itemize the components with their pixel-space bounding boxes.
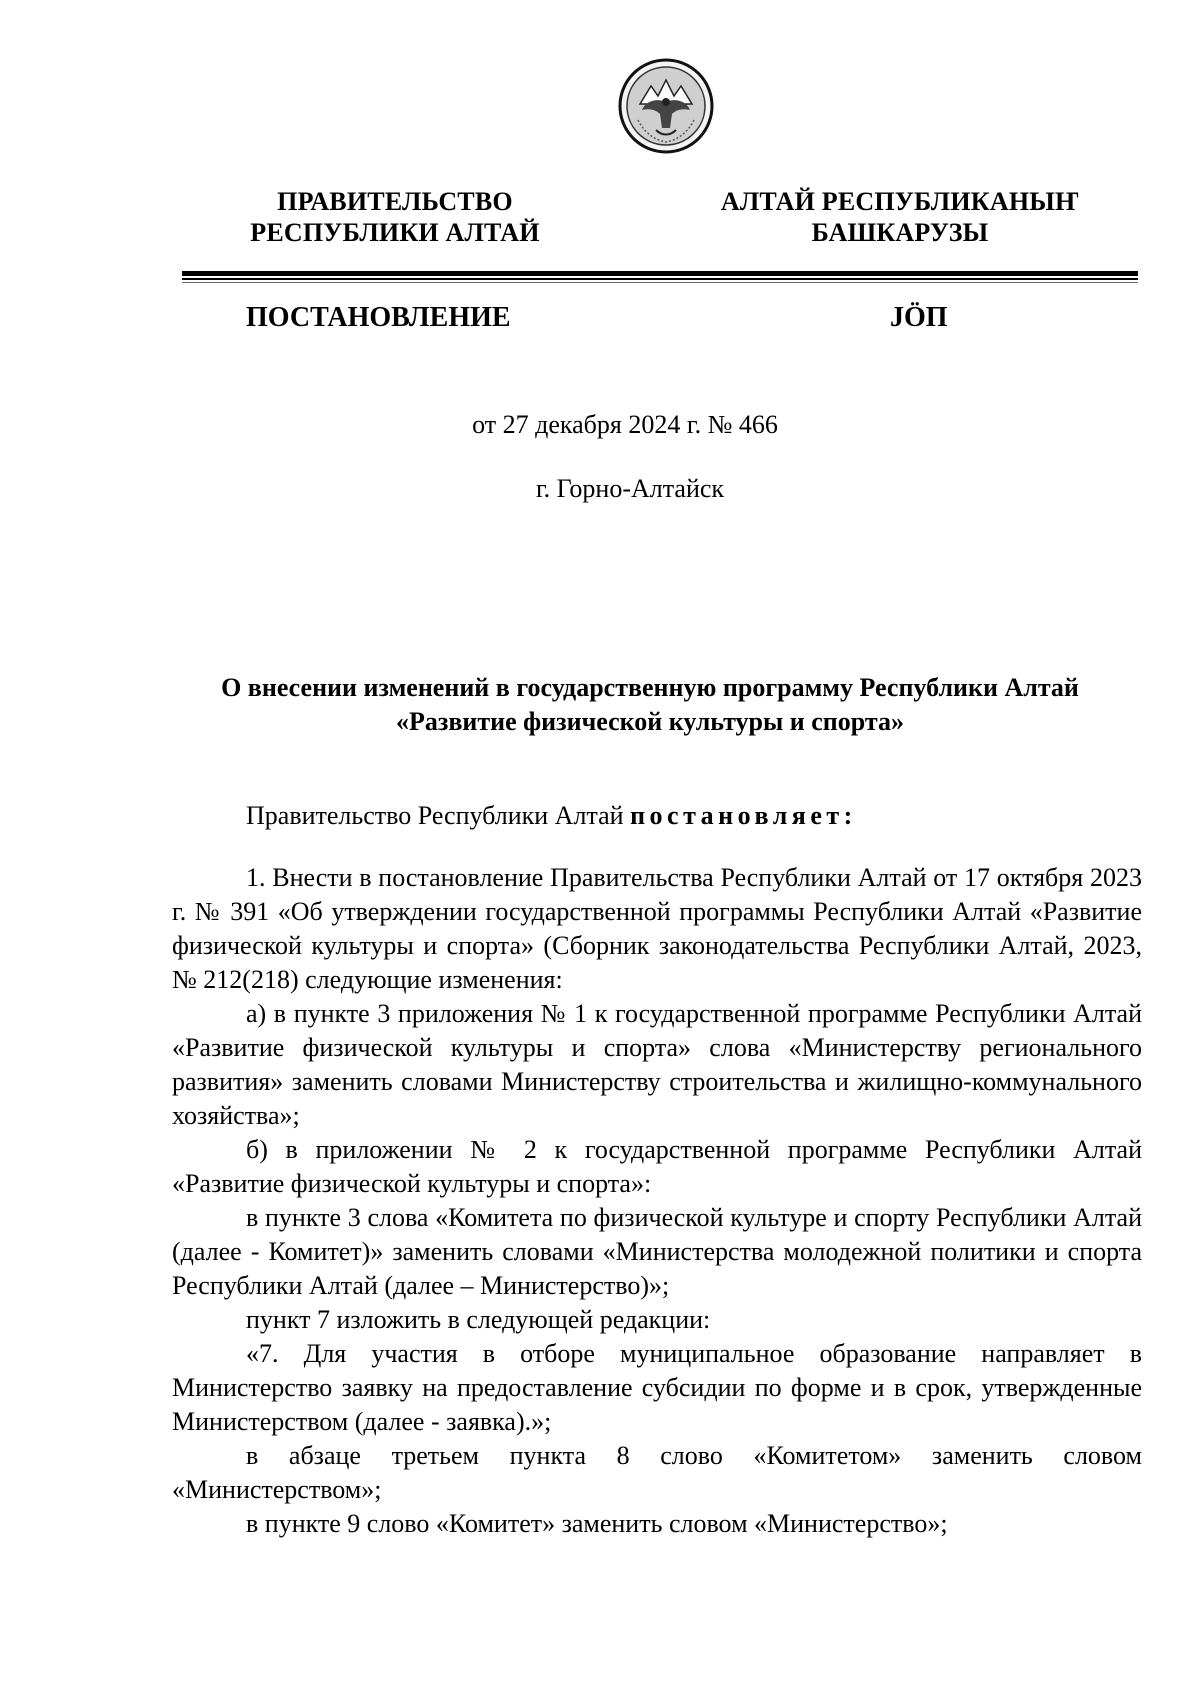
- body-paragraph: пункт 7 изложить в следующей редакции:: [246, 1305, 711, 1334]
- document-type-altai: JӦП: [890, 302, 948, 333]
- title-line: О внесении изменений в государственную программу Республики Алтай: [221, 673, 1079, 702]
- document-type-russian: ПОСТАНОВЛЕНИЕ: [246, 302, 511, 333]
- body-paragraph: а) в пункте 3 приложения № 1 к государственной программе Республики Алтай «Развитие физической культуры и спорта» слова «Министерству регионального развития» заменить словами Министерству строительства и жилищно-коммунального хозяйства»;: [172, 999, 1142, 1130]
- document-title: [172, 671, 1128, 739]
- body-paragraph: б) в приложении № 2 к государственной программе Республики Алтай «Развитие физической культуры и спорта»:: [172, 1135, 1142, 1198]
- body-paragraph: в пункте 3 слова «Комитета по физической культуре и спорту Республики Алтай (далее - Комитет)» заменить словами «Министерства молодежной политики и спорта Республики Алтай (далее – Министерство)»;: [172, 1203, 1142, 1300]
- issuer-name-altai: [700, 186, 1100, 248]
- decree-emphasis: постановляет:: [630, 801, 857, 830]
- decree-lead: Правительство Республики Алтай: [246, 801, 631, 830]
- body-paragraph: в пункте 9 слово «Комитет» заменить словом «Министерство»;: [246, 1509, 948, 1538]
- document-city: г. Горно-Алтайск: [535, 474, 725, 503]
- body-paragraph: «7. Для участия в отборе муниципальное образование направляет в Министерство заявку на предоставление субсидии по форме и в срок, утвержденные Министерством (далее - заявка).»;: [172, 1339, 1142, 1436]
- issuer-line: БАШКАРУЗЫ: [811, 218, 989, 247]
- document-body: [172, 861, 1142, 1541]
- issuer-name-russian: [195, 186, 595, 248]
- body-paragraph: в абзаце третьем пункта 8 слово «Комитетом» заменить словом «Министерством»;: [172, 1441, 1142, 1504]
- issuer-line: АЛТАЙ РЕСПУБЛИКАНЫҤ: [720, 187, 1080, 216]
- issuer-line: РЕСПУБЛИКИ АЛТАЙ: [250, 218, 540, 247]
- title-line: «Развитие физической культуры и спорта»: [396, 707, 904, 736]
- header-divider: [182, 271, 1138, 285]
- issuer-line: ПРАВИТЕЛЬСТВО: [277, 187, 513, 216]
- decree-statement: [246, 800, 857, 832]
- coat-of-arms-icon: [618, 58, 714, 154]
- body-paragraph: 1. Внести в постановление Правительства Республики Алтай от 17 октября 2023 г. № 391 «Об утверждении государственной программы Республики Алтай «Развитие физической культуры и спорта» (Сборник законодательства Республики Алтай, 2023, № 212(218) следующие изменения:: [172, 863, 1142, 994]
- document-date-number: от 27 декабря 2024 г. № 466: [472, 410, 778, 439]
